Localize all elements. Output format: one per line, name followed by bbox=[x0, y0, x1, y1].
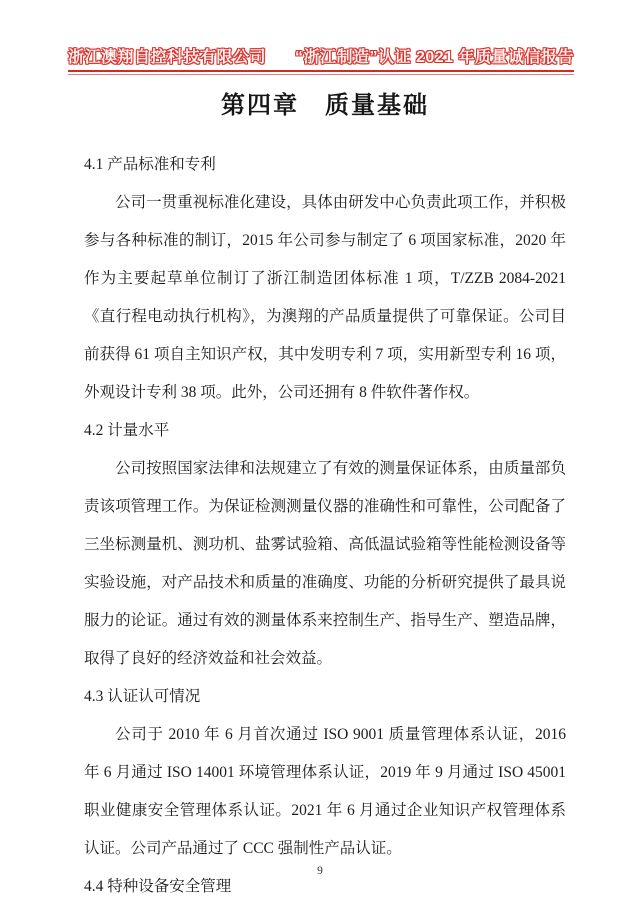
header-company-name: 浙江澳翔自控科技有限公司 bbox=[68, 49, 267, 66]
page-content bbox=[84, 86, 566, 905]
running-header bbox=[68, 44, 574, 67]
header-report-title: “浙江制造”认证 2021 年质量诚信报告 bbox=[295, 49, 574, 66]
section-4-2 bbox=[84, 412, 566, 678]
header-rule-thin bbox=[68, 74, 574, 75]
section-paragraph-4-3: 公司于 2010 年 6 月首次通过 ISO 9001 质量管理体系认证，2016 年 6 月通过 ISO 14001 环境管理体系认证，2019 年 9 月通过 ISO 45001 职业健康安全管理体系认证。2021 年 6 月通过企业知识产权管理体系认证。公司产品通过了 CCC 强制性产品认证。 bbox=[84, 726, 566, 857]
section-paragraph-4-1: 公司一贯重视标准化建设，具体由研发中心负责此项工作，并积极参与各种标准的制订，2015 年公司参与制定了 6 项国家标准，2020 年作为主要起草单位制订了浙江制造团体标准 1 项，T/ZZB 2084-2021《直行程电动执行机构》，为澳翔的产品质量提供了可靠保证。公司目前获得 61 项自主知识产权，其中发明专利 7 项，实用新型专利 16 项，外观设计专利 38 项。此外，公司还拥有 8 件软件著作权。 bbox=[84, 194, 566, 401]
header-rule-thick bbox=[68, 70, 574, 72]
section-4-3 bbox=[84, 678, 566, 868]
section-heading-4-4: 4.4 特种设备安全管理 bbox=[84, 878, 232, 895]
chapter-title: 第四章 质量基础 bbox=[221, 92, 429, 119]
section-paragraph-4-2: 公司按照国家法律和法规建立了有效的测量保证体系，由质量部负责该项管理工作。为保证检测测量仪器的准确性和可靠性，公司配备了三坐标测量机、测功机、盐雾试验箱、高低温试验箱等性能检测设备等实验设施，对产品技术和质量的准确度、功能的分析研究提供了最具说服力的论证。通过有效的测量体系来控制生产、指导生产、塑造品牌，取得了良好的经济效益和社会效益。 bbox=[84, 460, 566, 667]
section-heading-4-3: 4.3 认证认可情况 bbox=[84, 688, 201, 705]
section-heading-4-1: 4.1 产品标准和专利 bbox=[84, 156, 216, 173]
page-number: 9 bbox=[317, 865, 323, 877]
section-4-1 bbox=[84, 146, 566, 412]
section-heading-4-2: 4.2 计量水平 bbox=[84, 422, 170, 439]
